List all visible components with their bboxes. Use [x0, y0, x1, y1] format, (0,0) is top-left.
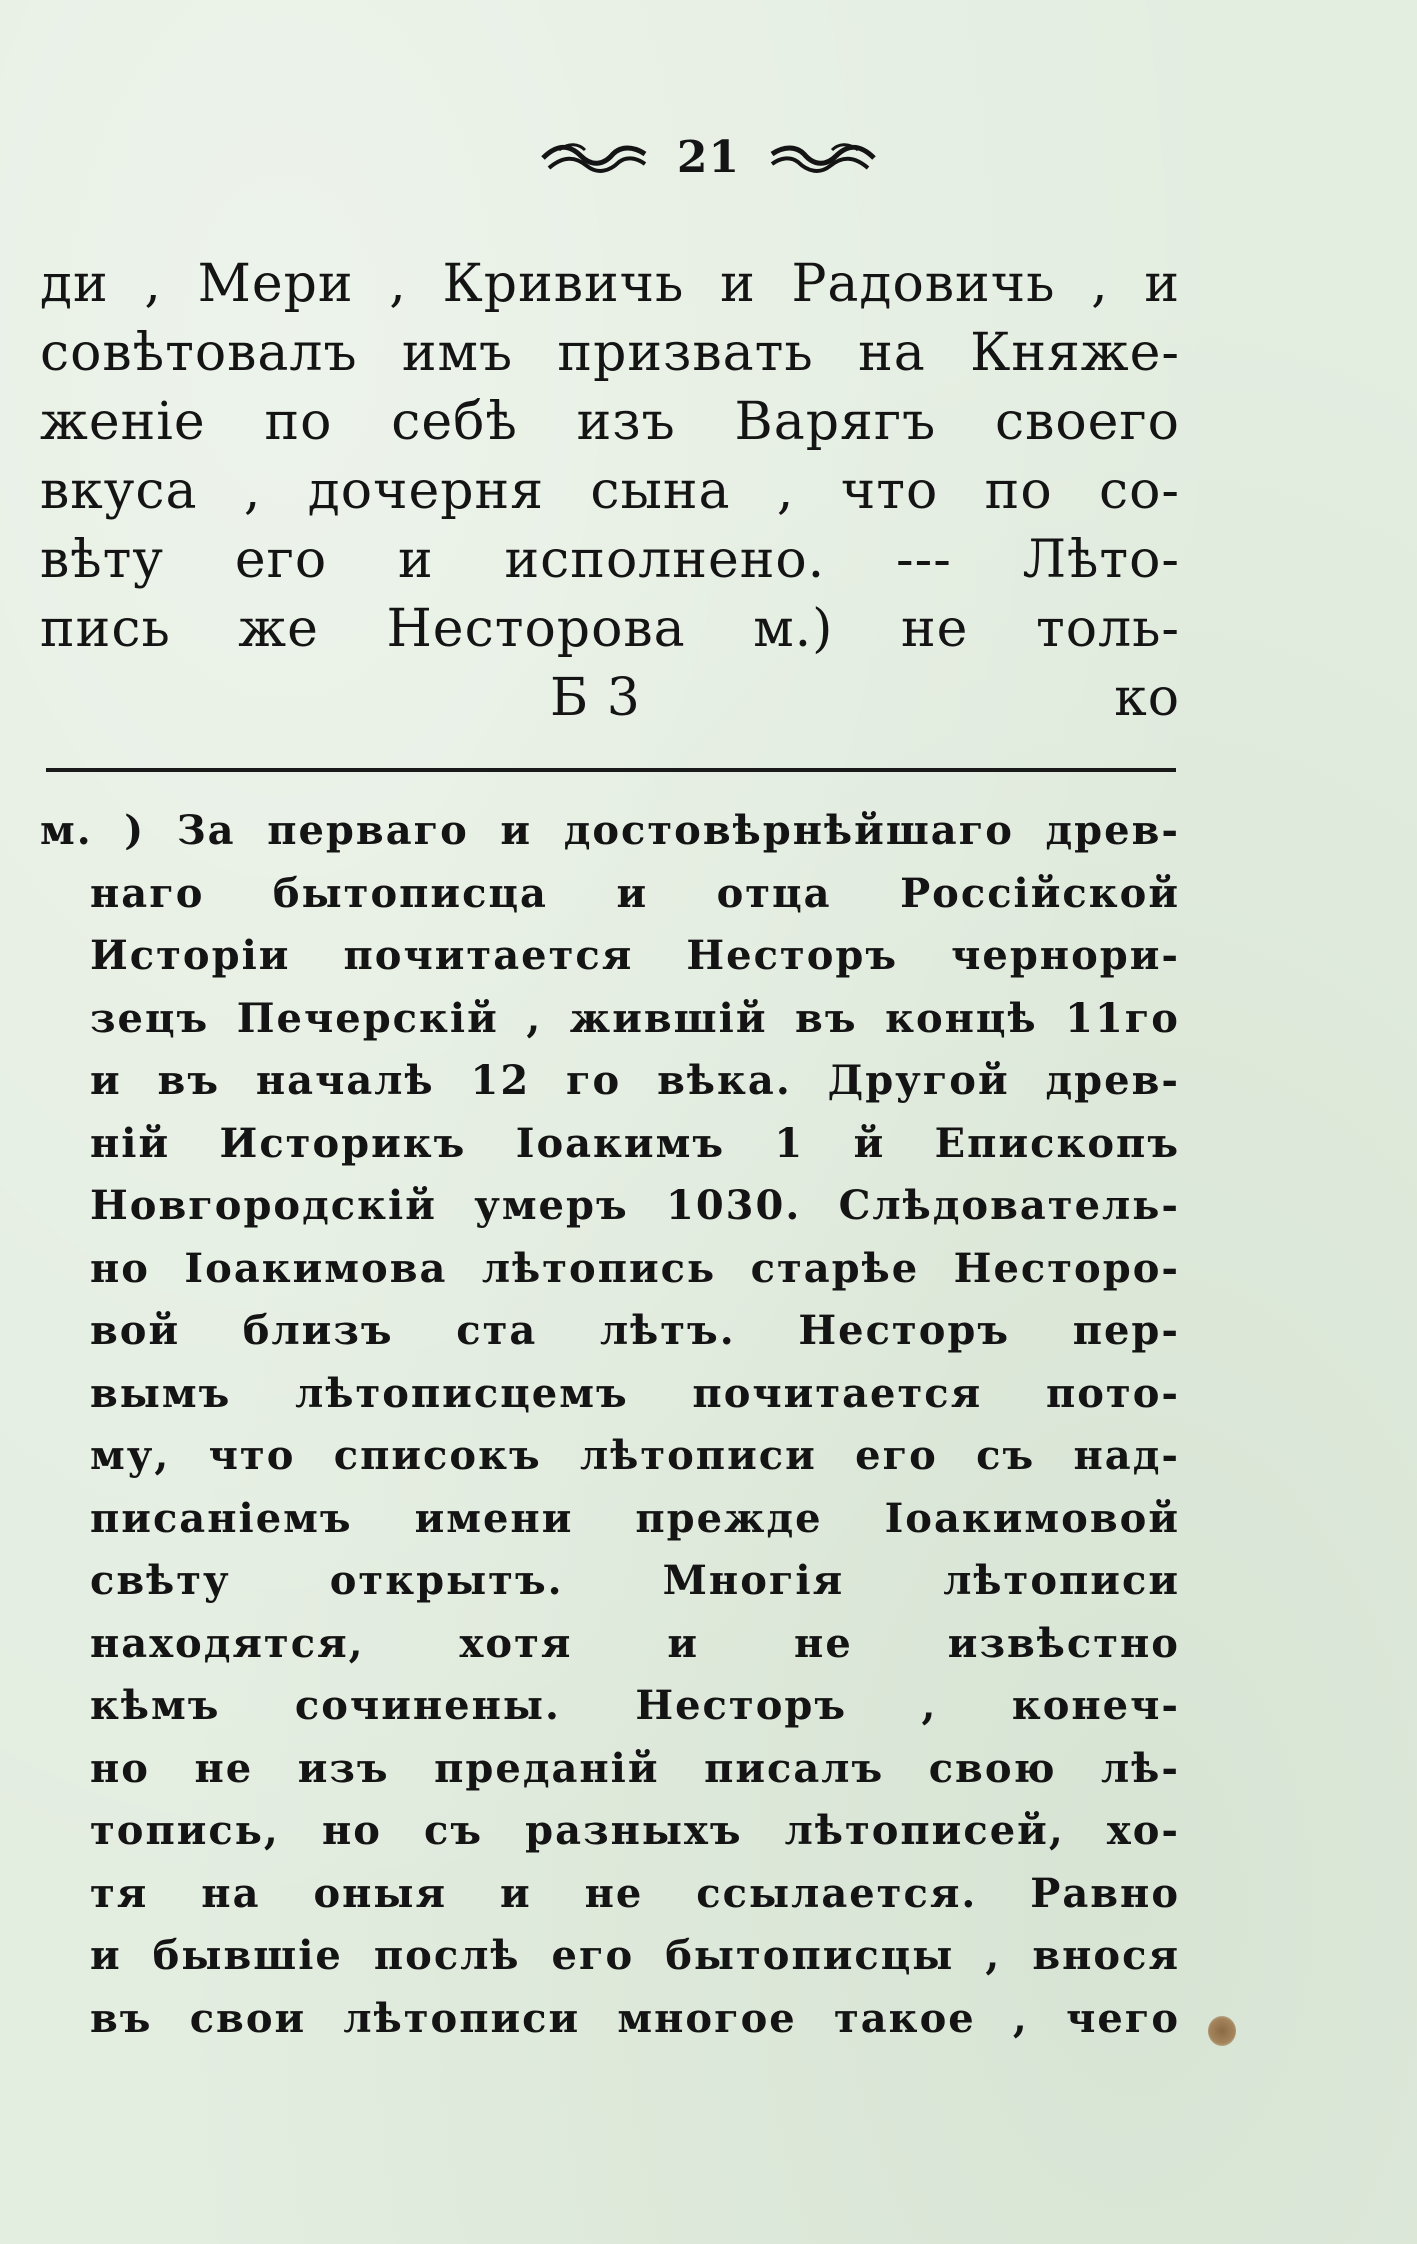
- footnote-line: но не изъ преданій писалъ свою лѣ-: [90, 1744, 1180, 1792]
- main-text-line: вкуса , дочерня сына , что по со-: [40, 461, 1180, 521]
- catchword: ко: [1114, 668, 1180, 728]
- footnote-line: въ свои лѣтописи многое такое , чего: [90, 1994, 1180, 2042]
- footnote-line: свѣту открытъ. Многія лѣтописи: [90, 1557, 1180, 1604]
- footnote-line: вымъ лѣтописцемъ почитается пото-: [90, 1369, 1180, 1417]
- main-text-block: [40, 250, 1180, 733]
- signature-line: [40, 664, 1180, 733]
- footnote-line: Исторіи почитается Несторъ чернори-: [90, 932, 1180, 979]
- page-header: [0, 128, 1417, 188]
- footnote-line: Новгородскій умеръ 1030. Слѣдователь-: [90, 1182, 1180, 1229]
- footnote-line: и въ началѣ 12 го вѣка. Другой древ-: [90, 1057, 1180, 1104]
- footnote-line: зецъ Печерскій , жившій въ концѣ 11го: [90, 994, 1180, 1042]
- right-ornament-icon: [768, 138, 878, 178]
- paper-stain: [1208, 2016, 1236, 2046]
- footnote-line: топись, но съ разныхъ лѣтописей, хо-: [90, 1807, 1180, 1854]
- main-text-line: пись же Несторова м.) не толь-: [40, 599, 1180, 659]
- main-text-line: совѣтовалъ имъ призвать на Княже-: [40, 323, 1180, 383]
- footnote-line: тя на оныя и не ссылается. Равно: [90, 1869, 1180, 1917]
- footnote-divider: [46, 768, 1176, 772]
- footnote-line: наго бытописца и отца Россійской: [90, 869, 1180, 917]
- signature-mark: Б 3: [550, 668, 641, 728]
- footnote-line: находятся, хотя и не извѣстно: [90, 1619, 1180, 1667]
- footnote-line: м. ) За перваго и достовѣрнѣйшаго древ-: [40, 807, 1180, 854]
- page-number: 21: [676, 132, 741, 183]
- footnote-line: му, что списокъ лѣтописи его съ над-: [90, 1432, 1180, 1479]
- footnote-block: [40, 800, 1180, 2050]
- footnote-line: писаніемъ имени прежде Іоакимовой: [90, 1494, 1180, 1542]
- main-text-line: вѣту его и исполнено. --- Лѣто-: [40, 530, 1180, 590]
- footnote-line: но Іоакимова лѣтопись старѣе Несторо-: [90, 1244, 1180, 1292]
- left-ornament-icon: [539, 138, 649, 178]
- footnote-line: ній Историкъ Іоакимъ 1 й Епископъ: [90, 1119, 1180, 1167]
- footnote-line: кѣмъ сочинены. Несторъ , конеч-: [90, 1682, 1180, 1729]
- footnote-line: вой близъ ста лѣтъ. Несторъ пер-: [90, 1307, 1180, 1354]
- footnote-line: и бывшіе послѣ его бытописцы , внося: [90, 1932, 1180, 1979]
- main-text-line: ди , Мери , Кривичь и Радовичь , и: [40, 254, 1180, 314]
- main-text-line: женіе по себѣ изъ Варягъ своего: [40, 392, 1180, 452]
